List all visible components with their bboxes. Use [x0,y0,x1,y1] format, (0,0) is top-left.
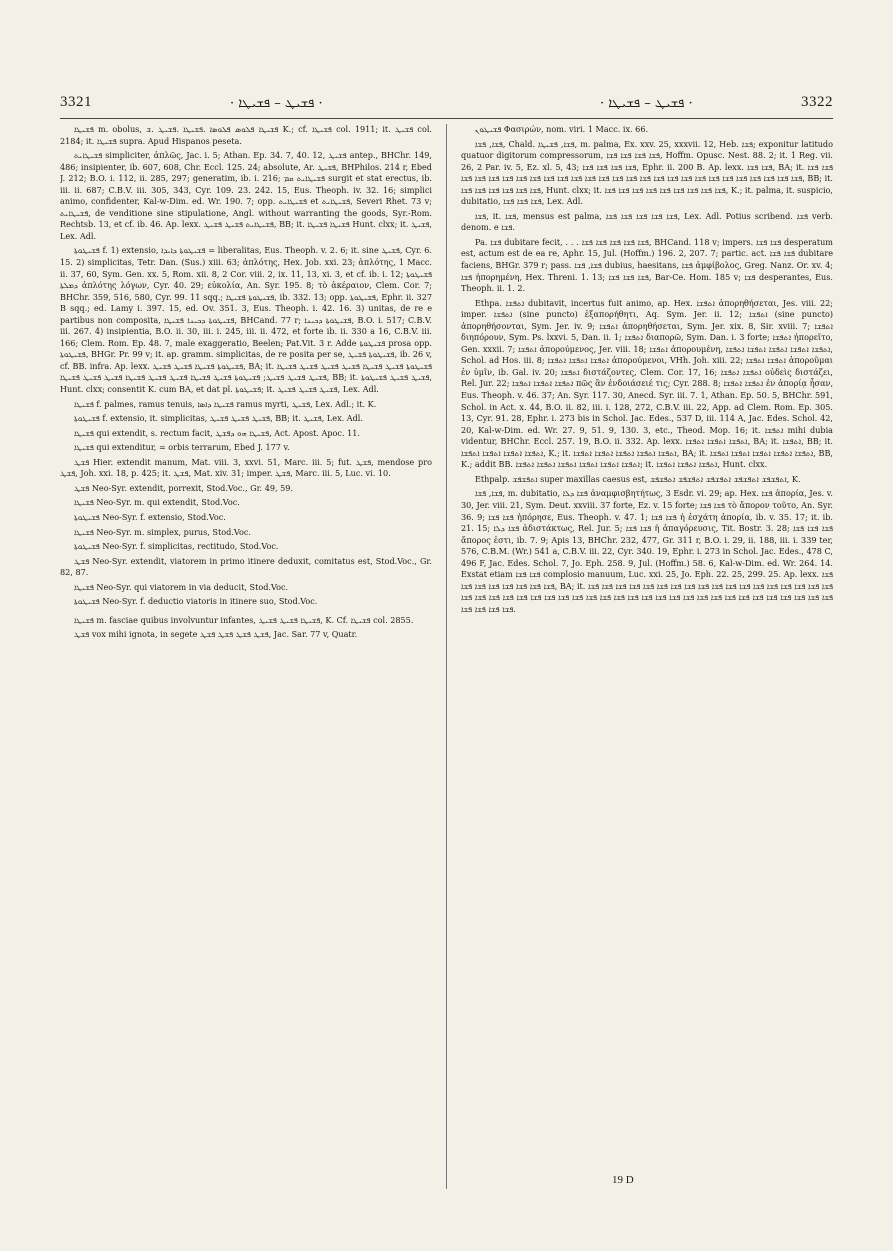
entry-extensio-simplicitas: ܦܫܝܛܘܬܐ f. extensio, it. simplicitas, ܦܫܝܛ ܦܫܝܛ ܦܫܝܛ, BB; it. ܦܫܝܛ, Lex. Adl. [74,413,363,424]
left-column [60,124,432,1189]
page-number-right: 3322 [801,94,833,110]
entry-extensio: ܦܫܝܛܘܬܐ f. 1) extensio, ܦܫܝܛܘܬܐ ܕܐܝܕܐ = liberalitas, Eus. Theoph. v. 2. 6; it. sine ܦܫܝܛ, Cyr. 6. 15. 2) simplicitas, Tetr. Dan. (Sus.) xiii. 63; ἁπλότης, Hex. Job. xxi. 23; ἁπλότης, 1 Macc. ii. 37, 60, Sym. Gen. xx. 5, Rom. xii. 8, 2 Cor. viii. 2, ix. 11, 13, xi. 3, et cf. ib. i. 12; ܦܫܝܛܘܬܐ ܕܡܠܬܐ ἁπλότης λόγων, Cyr. 40. 29; εὐκολία, An. Syr. 195. 8; τὸ ἀκέραιον, Clem. Cor. 7; BHChr. 359, 516, 580, Cyr. 99. 11 sqq.; ܦܫܝܛܘܬܐ ܦܫܝܛܐ, ib. 332. 13; opp. ܦܫܝܛܘܬܐ, Ephr. ii. 327 B sqq.; ed. Lamy i. 397. 15, ed. Ov. 351. 3, Eus. Theoph. i. 42. 16. 3) unitas, de re e partibus non composita, ܦܫܝܛܘܬܐ ܕܟܝܢܐ ܦܫܝܛܐ, BHCand. 77 r; ܦܫܝܛܘܬܐ ܕܟܝܢܐ, B.O. i. 517; C.B.V. iii. 267. 4) insipientia, B.O. ii. 30, iii. i. 245, iii. ii. 472, et forte ib. ii. 330 a 16, C.B.V. iii. 166; Clem. Rom. Ep. 48. 7, male exaggeratio, Beelen; Pat.Vit. 3 r. Adde ܦܫܝܛܘܬܐ prosa opp. ܦܫܝܛܘܬܐ, BHGr. Pr. 99 v; it. ap. gramm. simplicitas, de re posita per se, ܦܫܝܛܘܬܐ ܦܫܝܛ, ib. 26 v, cf. BB. infra. Ap. lexx. ܦܫܝܛܘܬܐ ܦܫܝܛܐ ܦܫܝܛ ܦܫܝܛ, BA; it. ܦܫܝܛܘܬܐ ܦܫܝܛ ܦܫܝܛܐ ܦܫܝܛ ܦܫܝܛ ܦܫܝܛ ܦܫܝܛܐ ܦܫܝܛ ܦܫܝܛ ܦܫܝܛ; ܦܫܝܛܘܬܐ ܦܫܝܛ ܦܫܝܛܐ ܦܫܝܛ ܦܫܝܛ ܦܫܝܛܐ ܦܫܝܛ ܦܫܝܛ ܦܫܝܛܐ, BB; it. ܦܫܝܛ ܦܫܝܛ ܦܫܝܛܘܬܐ, Hunt. clxx; consentit K. cum BA, et dat pl. ܦܫܝܛܘܬܐ; it. ܦܫܝܛ ܦܫܝܛ ܦܫܝܛ, Lex. Adl. [60,245,432,395]
entry-qui-extenditur: ܦܫܝܛܐ qui extenditur, = orbis terrarum, Ebed J. 177 v. [74,442,290,453]
entry-qui-extendit: ܦܫܝܛܐ qui extendit, s. rectum facit, ܦܫܝܛܐ ܗܘ ܕܦܫܛ, Act. Apost. Apoc. 11. [74,427,360,438]
entry-palmes: ܦܫܝܛܐ f. palmes, ramus tenuis, ܦܫܝܛܐ ܕܐܣܐ ramus myrti, ܦܫܝܛ, Lex. Adl.; it. K. [74,398,377,409]
entry-neo-syr-deductio: ܦܫܝܛܘܬܐ Neo-Syr. f. deductio viatoris in itinere suo, Stod.Voc. [74,596,318,607]
column-divider [446,124,447,1189]
running-head-right: · ܦܫܝܛ – ܦܫܝܛܐ · [600,96,693,111]
entry-ethpa-dubitavit: Ethpa. ܐܬܦܫܐ dubitavit, incertus fuit animo, ap. Hex. ܐܬܦܫܐ ἀπορηθήσεται, Jes. viii. 22; imper. ܐܬܦܫܐ (sine puncto) ἐξαπορήθητι, Aq. Sym. Jer. ii. 12; ܐܬܦܫܐ (sine puncto) ἀπορηθήσονται, Sym. Jer. iv. 9; ܐܬܦܫܐ ἀπορηθήσεται, Sym. Jer. xix. 8, Sir. xviii. 7; ܐܬܦܫܐ διηπόρουν, Sym. Ps. lxxvi. 5, Dan. ii. 1; ܐܬܦܫܐ διαπορῶ, Sym. Dan. i. 3 forte; ܐܬܦܫܐ ἠπορεῖτο, Gen. xxxii. 7; ܐܬܦܫܐ ἀπορούμενος, Jer. viii. 18; ܐܬܦܫܐ ἀπορουμένη, ܐܬܦܫܐ ܐܬܦܫܐ ܐܬܦܫܐ ܐܬܦܫܐ ܐܬܦܫܐ, Schol. ad Hos. iii. 8; ܐܬܦܫܐ ܐܬܦܫܐ ܐܬܦܫܐ ἀπορούμενοι, VHh. Joh. xiii. 22; ܐܬܦܫܐ ܐܬܦܫܐ ἀποροῦμαι ἐν ὑμῖν, ib. Gal. iv. 20; ܐܬܦܫܐ διστάζοντες, Clem. Cor. 17, 16; ܐܬܦܫܐ ܐܬܦܫܐ οὐδεὶς διστάζει, Rel. Jur. 22; ܐܬܦܫܐ ܐܬܦܫܐ ܐܬܦܫܐ πῶς ἂν ἐνδοιάσειέ τις; Cyr. 288. 8; ܐܬܦܫܐ ܐܬܦܫܐ ἐν ἀπορίᾳ ἦσαν, Eus. Theoph. v. 46. 37; An. Syr. 117. 30, Anecd. Syr. iii. 7. 1, Athan. Ep. 50. 5, BHChr. 591, Schol. in Act. x. 44, B.O. ii. 82, iii. i. 128, 272, C.B.V. iii. 22, App. ad Clem. Rom. Ep. 305. 13, Cyr. 91. 28, Ephr. i. 273 bis in Schol. Jac. Edes., 537 D, iii. 114 A, Jac. Edes. Schol. 42, 20, Kal-w-Dim. ed. Wr. 27. 9, 51. 9, 130. 3, etc., Theod. Mop. 16; it. ܐܬܦܫܐ mihi dubia videntur, BHChr. Eccl. 257. 19, B.O. ii. 332. Ap. lexx. ܐܬܦܫܐ ܐܬܦܫܐ ܐܬܦܫܐ, BA; it. ܐܬܦܫܐ, BB; it. ܐܬܦܫܐ ܐܬܦܫܐ ܐܬܦܫܐ ܐܬܦܫܐ, K.; it. ܐܬܦܫܐ ܐܬܦܫܐ ܐܬܦܫܐ ܐܬܦܫܐ ܐܬܦܫܐ, BA; it. ܐܬܦܫܐ ܐܬܦܫܐ ܐܬܦܫܐ ܐܬܦܫܐ ܐܬܦܫܐ, BB, K.; addit BB. ܐܬܦܫܐ ܐܬܦܫܐ ܐܬܦܫܐ ܐܬܦܫܐ ܐܬܦܫܐ ܐܬܦܫܐ; it. ܐܬܦܫܐ ܐܬܦܫܐ ܐܬܦܫܐ, Hunt. clxx. [461,297,833,470]
entry-obolus: ܦܫܝܛܐ m. obolus, ܦܫܝܛܐ ܦܠܘܣ ܦܠܘܣܐ .ܦܫܝܛܐ .ܦܫܝܛ .ܫ K.; cf. ܦܫܝܛܐ col. 1911; it. ܦܫܝܛ col. 2184; it. ܦܫܝܛܐ supra. Apud Hispanos peseta. [60,124,432,146]
entry-fasciae: ܦܫܝܛܐ m. fasciae quibus involvuntur infantes, ܦܫܝܛܐ ܦܫܝܛ ܦܫܝܛ, K. Cf. ܦܫܝܛܐ col. 2855. [74,614,414,625]
entry-neo-syr-qui-extendit: ܦܫܝܛܐ Neo-Syr. m. qui extendit, Stod.Voc. [74,497,240,508]
entry-ethpalp: Ethpalp. ܐܬܦܫܦܫ super maxillas caesus est, ܐܬܦܫܦܫ ܐܬܦܫܦܫ ܐܬܦܫܦܫ ܐܬܦܫܦܫ ܐܬܦܫܦܫ, K. [475,473,801,484]
running-head-left: · ܦܫܝܛ – ܦܫܝܛܐ · [230,96,323,111]
entry-dubitatio: ܦܫܐ, ܦܫܐ, m. dubitatio, ܦܫܐ ܕܠܐ ἀναμφισβητήτως, 3 Esdr. vi. 29; ap. Hex. ܦܫܐ ἀπορία, Jes. v. 30, Jer. viii. 21, Sym. Deut. xxviii. 37 forte, Ez. v. 15 forte; ܦܫܐ ܦܫܐ τὸ ἄπορον τοῦτο, An. Syr. 36. 9; ܦܫܐ ܦܫܐ ἠπόρησε, Eus. Theoph. v. 47. 1; ܦܫܐ ܦܫܐ ἡ ἐσχάτη ἀπορία, ib. v. 35. 17; it. ib. 21. 15; ܦܫܐ ܕܠܐ ἀδιστάκτως, Rel. Jur. 5; ܦܫܐ ܦܫܐ ἡ ἀπαγόρευσις, Tit. Bostr. 3. 28; ܦܫܐ ܦܫܐ ܦܫܐ ἄπορος ἐστι, ib. 7. 9; Apis 13, BHChr. 232, 477, Gr. 311 r, B.O. i. 29, ii. 188, iii. i. 339 ter, 576, C.B.M. (Wr.) 541 a, C.B.V. iii. 22, Cyr. 340. 19, Ephr. i. 273 in Schol. Jac. Edes., 478 C, 496 F, Jac. Edes. Schol. 7, Jo. Eph. 258. 9, Jul. (Hoffm.) 58. 6, Kal-w-Dim. ed. Wr. 264. 14. Exstat etiam ܦܫܐ ܦܫܐ complosio manuum, Luc. xxi. 25, Jo. Eph. 22. 25, 299. 25. Ap. lexx. ܦܫܐ ܦܫܐ ܦܫܐ ܦܫܐ ܦܫܐ ܦܫܐ ܦܫܐ ܦܫܐ, BA; it. ܦܫܐ ܦܫܐ ܦܫܐ ܦܫܐ ܦܫܐ ܦܫܐ ܦܫܐ ܦܫܐ ܦܫܐ ܦܫܐ ܦܫܐ ܦܫܐ ܦܫܐ ܦܫܐ ܦܫܐ ܦܫܐ ܦܫܐ ܦܫܐ ܦܫܐ ܦܫܐ ܦܫܐ ܦܫܐ ܦܫܐ ܦܫܐ ܦܫܐ ܦܫܐ ܦܫܐ ܦܫܐ ܦܫܐ ܦܫܐ ܦܫܐ ܦܫܐ ܦܫܐ ܦܫܐ ܦܫܐ ܦܫܐ ܦܫܐ ܦܫܐ ܦܫܐ ܦܫܐ ܦܫܐ ܦܫܐ ܦܫܐ ܦܫܐ ܦܫܐ ܦܫܐ ܦܫܐ ܦܫܐ ܦܫܐ. [461,488,833,614]
right-column [461,124,833,1189]
entry-neo-syr-extensio: ܦܫܝܛܘܬܐ Neo-Syr. f. extensio, Stod.Voc. [74,511,226,522]
entry-pa-dubitare: Pa. ܦܫܐ dubitare fecit, . . . ܦܫܐ ܦܫܐ ܦܫܐ ܦܫܐ ܦܫܐ, BHCand. 118 v; impers. ܦܫܐ ܦܫܐ desperatum est, actum est de ea re, Aphr. 15, Jul. (Hoffm.) 196. 2, 207. 7; partic. act. ܦܫܐ ܦܫܐ dubitare faciens, BHGr. 379 r; pass. ܦܫܐ, ܦܫܐ dubius, haesitans, ܦܫܐ ἀμφίβολος, Greg. Nanz. Or. xv. 4; ܦܫܐ ἠπορημένη, Hex. Threni. 1. 13; ܦܫܐ ܦܫܐ ܦܫܐ, Bar-Ce. Hom. 185 v; ܦܫܐ desperantes, Eus. Theoph. ii. 1. 2. [461,236,833,294]
entry-mensus-est-palma: ܦܫܐ, it. ܦܫܐ, mensus est palma, ܦܫܐ ܦܫܐ ܦܫܐ ܦܫܐ ܦܫܐ, Lex. Adl. Potius scribend. ܦܫܐ verb. denom. e ܦܫܐ. [461,210,833,233]
text-columns [60,124,833,1189]
page-header [60,94,833,119]
entry-neo-syr-qui-viatorem: ܦܫܝܛܐ Neo-Syr. qui viatorem in via deducit, Stod.Voc. [74,581,289,592]
entry-simpliciter: ܦܫܝܛܐܝܬ simpliciter, ἁπλῶς, Jac. i. 5; Athan. Ep. 34. 7, 40. 12, ܦܫܝܛ antep., BHChr. 149, 486; insipienter, ib. 607, 608, Chr. Eccl. 125. 24; absolute, Ar. ܦܫܝܛ, BHPhilos. 214 r, Ebed J. 212; B.O. i. 112, ii. 285, 297; generatim, ib. i. 216; ܦܫܝܛܐܝܬ ܩܡ surgit et stat erectus, ib. iii. ii. 687; C.B.V. iii. 305, 343, Cyr. 109. 23. 242. 15, Eus. Theoph. iv. 32. 16; simplici animo, confidenter, Kal-w-Dim. ed. Wr. 190. 7; opp. ܦܫܝܛܐܝܬ et ܦܫܝܛܐܝܬ, Severi Rhet. 73 v; ܦܫܝܛܐܝܬ, de venditione sine stipulatione, Angl. without warranting the goods, Syr.-Rom. Rechtsb. 13, et cf. ib. 46. Ap. lexx. ܦܫܝܛܐܝܬ ܦܫܝܛ ܦܫܝܛ, BB; it. ܦܫܝܛܐ ܦܫܝܛܐ Hunt. clxx; it. ܦܫܝܛ, Lex. Adl. [60,150,432,241]
page-number-left: 3321 [60,94,92,110]
entry-phasiron: ܦܫܝܛܘܢ Φασιρών, nom. viri. 1 Macc. ix. 66. [475,124,649,134]
entry-hier-extendit: ܦܫܛ Hier. extendit manum, Mat. viii. 3, xxvi. 51, Marc. iii. 5; fut. ܦܫܛ, mendose pro ܦܫܛ, Joh. xxi. 18, p. 425; it. ܦܫܛ, Mat. xiv. 31; imper. ܦܫܛ, Marc. iii. 5, Luc. vi. 10. [60,456,432,479]
entry-neo-syr-viatorem: ܦܫܛ Neo-Syr. extendit, viatorem in primo itinere deduxit, comitatus est, Stod.Voc., Gr. 82, 87. [60,555,432,578]
entry-neo-syr-extendit: ܦܫܛ Neo-Syr. extendit, porrexit, Stod.Voc., Gr. 49, 59. [74,482,294,493]
entry-neo-syr-simplex: ܦܫܝܛܐ Neo-Syr. m. simplex, purus, Stod.Voc. [74,526,251,537]
signature-mark: 19 D [612,1174,634,1186]
entry-neo-syr-simplicitas: ܦܫܝܛܘܬܐ Neo-Syr. f. simplicitas, rectitudo, Stod.Voc. [74,541,279,552]
entry-palma: ܦܫܐ, ܦܫܐ, Chald. ܦܫܐ, ܦܫܝܛܐ, m. palma, Ex. xxv. 25, xxxvii. 12, Heb. ܦܫܐ; exponitur latitudo quatuor digitorum compressorum, ܦܫܐ ܦܫܐ ܦܫܐ ܦܫܐ, Hoffm. Opusc. Nest. 88. 2; it. 1 Reg. vii. 26, 2 Par. iv. 5, Ez. xl. 5, 43; ܦܫܐ ܦܫܐ ܦܫܐ ܦܫܐ, Ephr. ii. 200 B. Ap. lexx. ܦܫܐ ܦܫܐ, BA; it. ܦܫܐ ܦܫܐ ܦܫܐ ܦܫܐ ܦܫܐ ܦܫܐ ܦܫܐ ܦܫܐ ܦܫܐ ܦܫܐ ܦܫܐ ܦܫܐ ܦܫܐ ܦܫܐ ܦܫܐ ܦܫܐ ܦܫܐ ܦܫܐ ܦܫܐ ܦܫܐ ܦܫܐ ܦܫܐ ܦܫܐ ܦܫܐ ܦܫܐ ܦܫܐ ܦܫܐ, BB; it. ܦܫܐ ܦܫܐ ܦܫܐ ܦܫܐ ܦܫܐ ܦܫܐ, Hunt. clxx; it. ܦܫܐ ܦܫܐ ܦܫܐ ܦܫܐ ܦܫܐ ܦܫܐ ܦܫܐ ܦܫܐ ܦܫܐ, K.; it. palma, it. suspicio, dubitatio, ܦܫܐ ܦܫܐ ܦܫܐ, Lex. Adl. [461,138,833,207]
entry-vox-ignota: ܦܫܛ vox mihi ignota, in segete ܦܫܛ ܦܫܛ ܦܫܛ ܦܫܛ, Jac. Sar. 77 v, Quatr. [74,629,358,640]
